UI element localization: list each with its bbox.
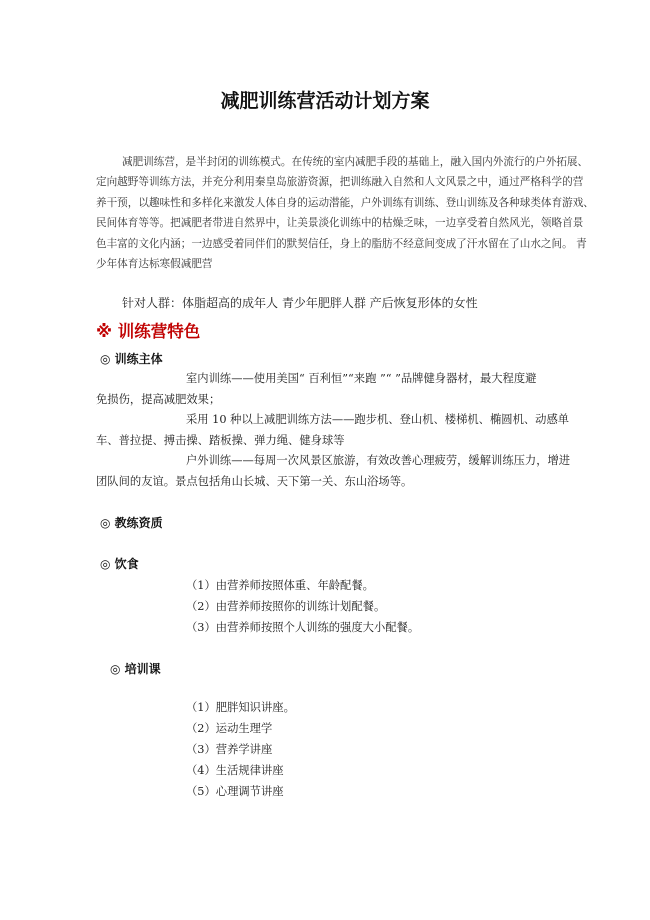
training-line: 免损伤，提高减肥效果； xyxy=(96,393,221,406)
diet-item: （2）由营养师按照你的训练计划配餐。 xyxy=(186,600,386,613)
intro-line: 定向越野等训练方法，并充分利用秦皇岛旅游资源，把训练融入自然和人文风景之中，通过严格科学的营 xyxy=(96,176,584,188)
intro-line: 色丰富的文化内涵；一边感受着同伴们的默契信任，身上的脂肪不经意间变成了汗水留在了山水之间。 青 xyxy=(96,238,587,250)
section-heading: ※ 训练营特色 xyxy=(96,322,201,341)
training-line: 车、普拉提、搏击操、踏板操、弹力绳、健身球等 xyxy=(96,434,345,447)
intro-line: 养干预，以趣味性和多样化来激发人体自身的运动潜能，户外训练有训练、登山训练及各种球类体育游戏、 xyxy=(96,197,594,209)
course-item: （5）心理调节讲座 xyxy=(186,785,284,798)
target-audience: 针对人群：体脂超高的成年人 青少年肥胖人群 产后恢复形体的女性 xyxy=(122,296,478,310)
training-line: 户外训练——每周一次风景区旅游，有效改善心理疲劳，缓解训练压力，增进 xyxy=(186,454,571,467)
training-line: 团队间的友谊。景点包括角山长城、天下第一关、东山浴场等。 xyxy=(96,475,413,488)
course-item: （3）营养学讲座 xyxy=(186,743,273,756)
document-title: 减肥训练营活动计划方案 xyxy=(220,90,430,112)
intro-line: 民间体育等等。把减肥者带进自然界中，让美景淡化训练中的枯燥乏味，一边享受着自然风光，领略首景 xyxy=(96,217,584,229)
training-line: 采用 10 种以上减肥训练方法——跑步机、登山机、楼梯机、椭圆机、动感单 xyxy=(186,413,570,426)
course-item: （2）运动生理学 xyxy=(186,722,273,735)
training-line: 室内训练——使用美国“ 百利恒”“来跑 ”“ ”品牌健身器材，最大程度避 xyxy=(186,372,537,385)
diet-item: （3）由营养师按照个人训练的强度大小配餐。 xyxy=(186,621,420,634)
diet-item: （1）由营养师按照体重、年龄配餐。 xyxy=(186,579,374,592)
course-item: （4）生活规律讲座 xyxy=(186,764,284,777)
intro-line: 少年体育达标寒假减肥营 xyxy=(96,258,213,270)
subheading-coach: ◎ 教练资质 xyxy=(100,516,163,530)
subheading-training-main: ◎ 训练主体 xyxy=(100,352,163,366)
intro-line: 减肥训练营，是半封闭的训练模式。在传统的室内减肥手段的基础上，融入国内外流行的户外拓展、 xyxy=(122,156,589,168)
subheading-course: ◎ 培训课 xyxy=(110,662,161,676)
subheading-diet: ◎ 饮食 xyxy=(100,557,139,571)
course-item: （1）肥胖知识讲座。 xyxy=(186,701,295,714)
